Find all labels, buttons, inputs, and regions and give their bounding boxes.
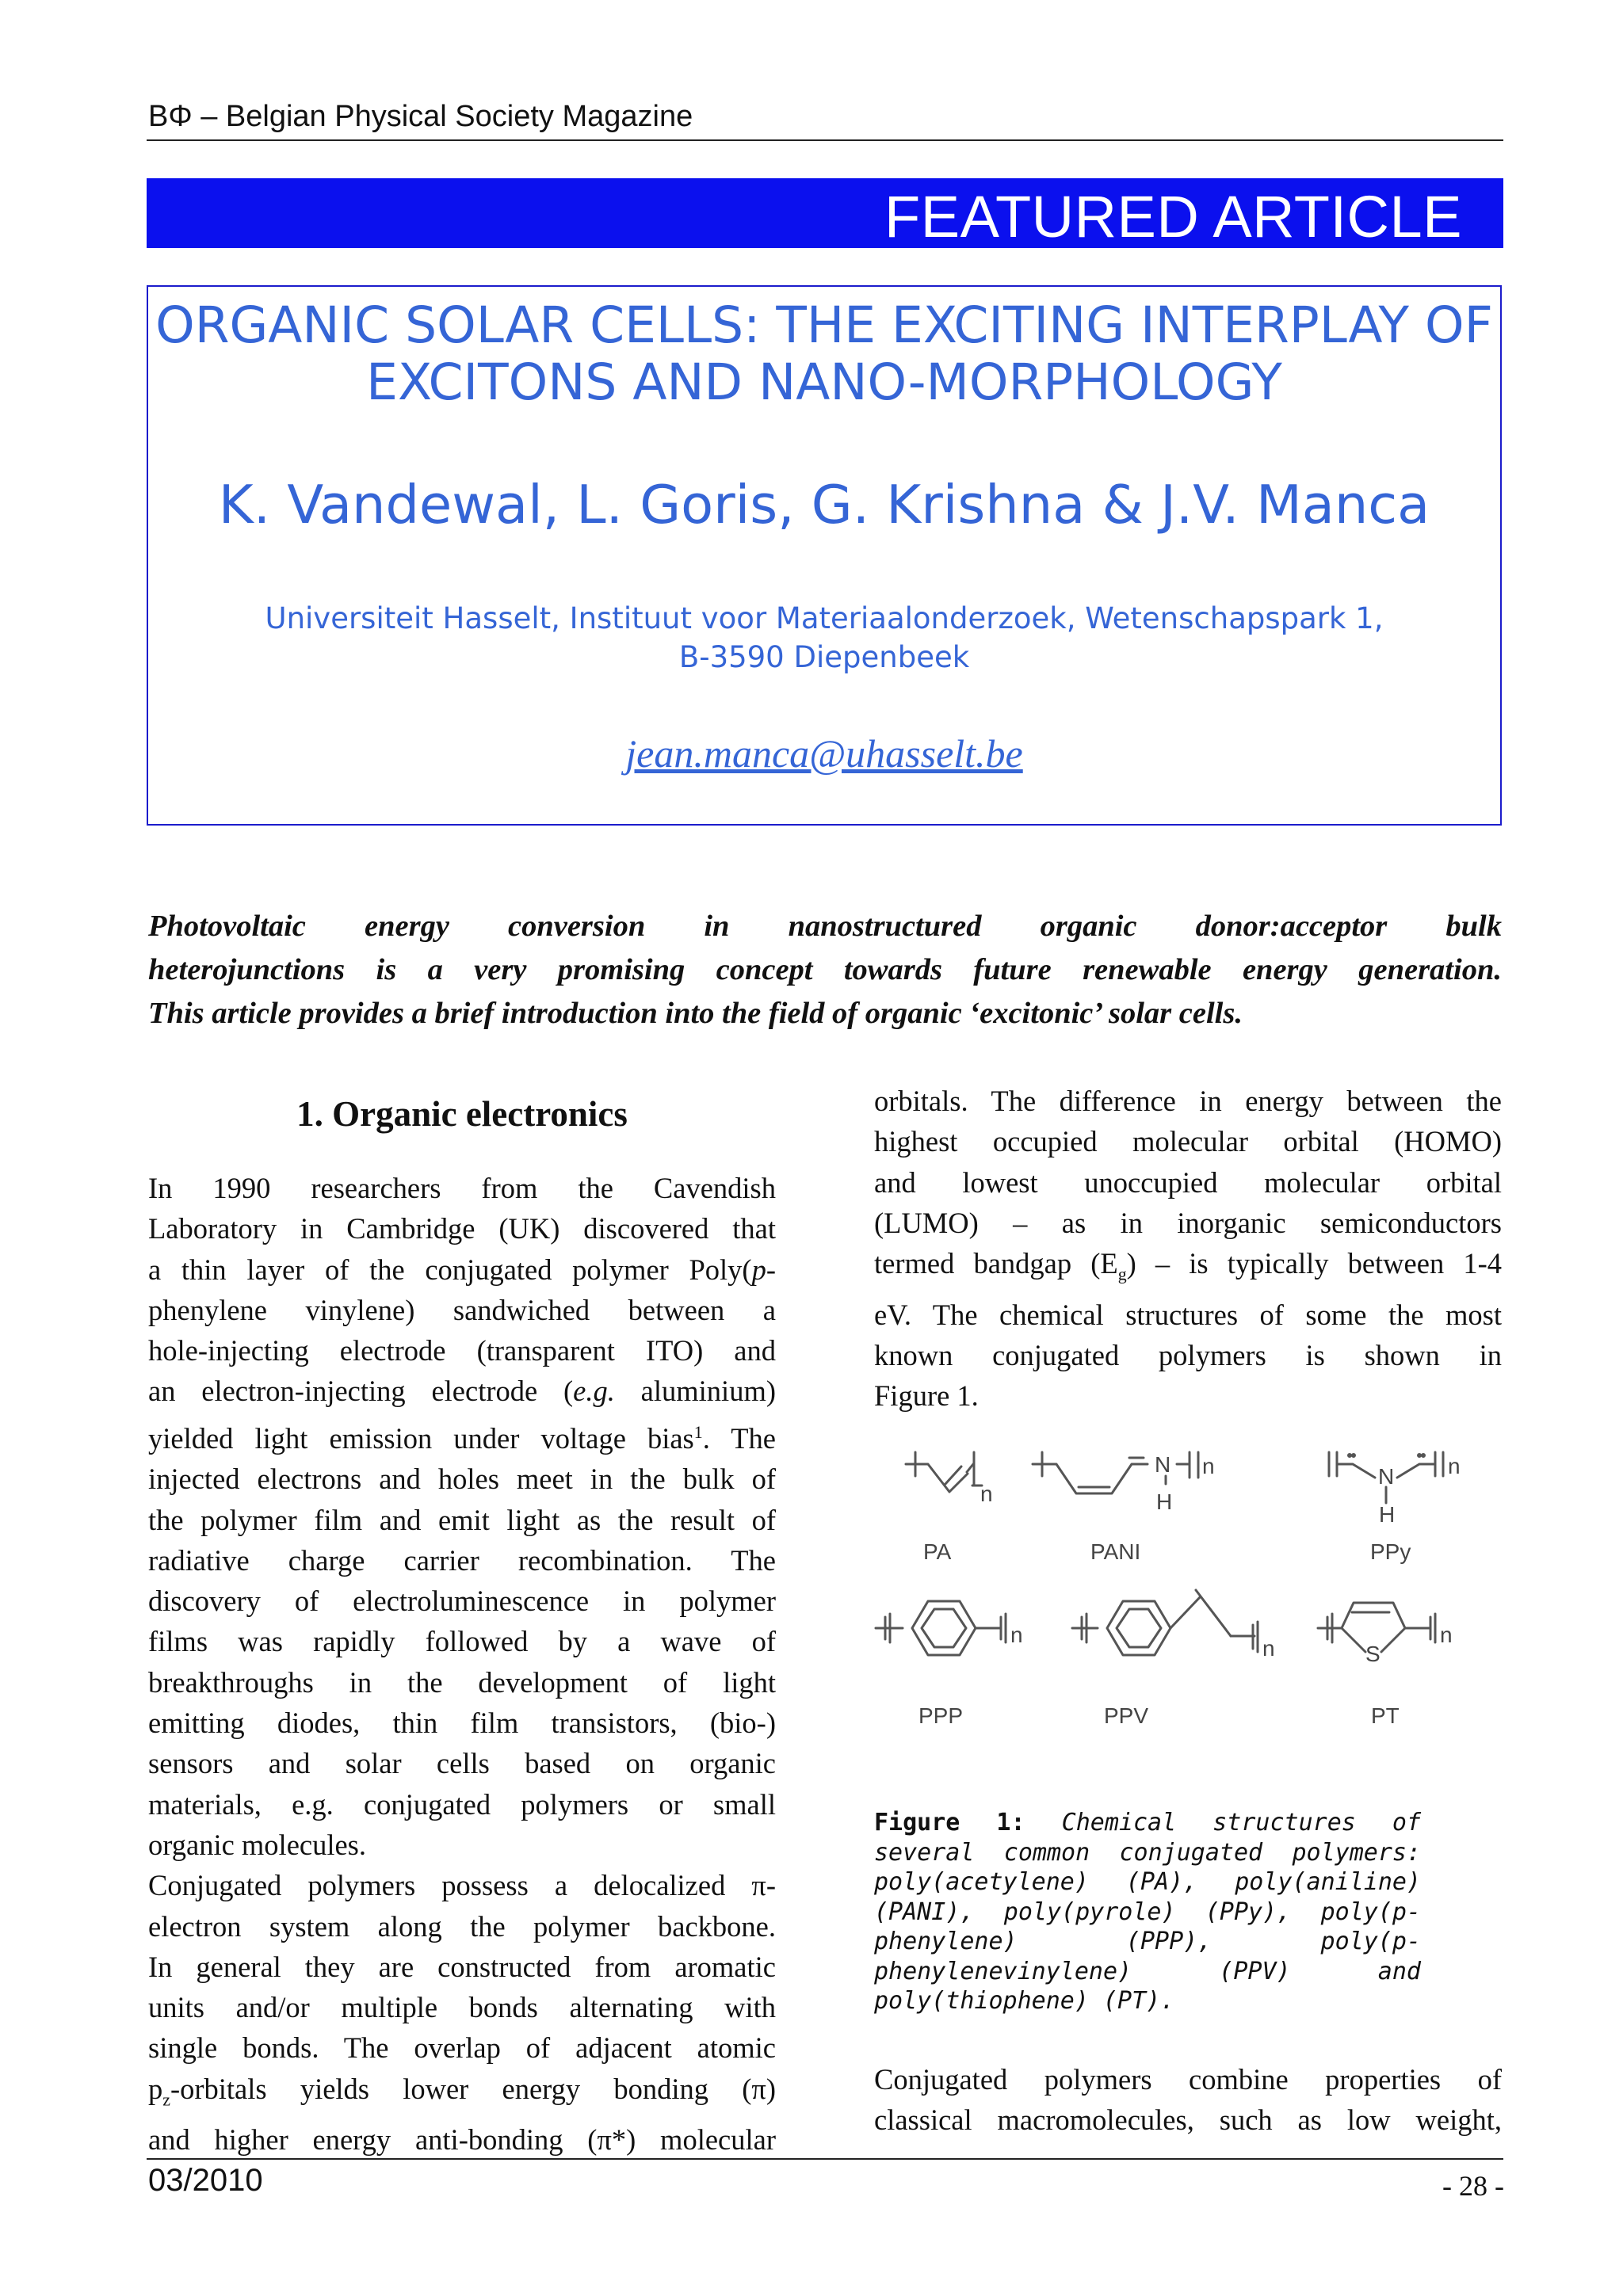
body-line: injected electrons and holes meet in the bulk of bbox=[148, 1463, 776, 1496]
body-line: Conjugated polymers possess a delocalized π- bbox=[148, 1869, 776, 1902]
atom-s: S bbox=[1365, 1642, 1381, 1666]
article-title-line-2: EXCITONS AND NANO-MORPHOLOGY bbox=[366, 353, 1282, 411]
footer-rule bbox=[147, 2158, 1503, 2160]
ppv-structure bbox=[1072, 1590, 1258, 1655]
caption-label: Figure 1: bbox=[874, 1809, 1025, 1836]
body-line: an electron-injecting electrode (e.g. aluminium) bbox=[148, 1375, 776, 1408]
body-line: In 1990 researchers from the Cavendish bbox=[148, 1172, 776, 1204]
body-line: units and/or multiple bonds alternating with bbox=[148, 1991, 776, 2024]
caption-line: several common conjugated polymers: bbox=[874, 1838, 1421, 1867]
body-line: $p_z$-orbitals yields lower energy bonding (π) bbox=[148, 2072, 776, 2109]
body-line: and lowest unoccupied molecular orbital bbox=[874, 1165, 1502, 1199]
magazine-header: BΦ – Belgian Physical Society Magazine bbox=[148, 100, 693, 133]
subscript-n: n bbox=[1010, 1623, 1023, 1647]
body-line: emitting diodes, thin film transistors, (bio-) bbox=[148, 1707, 776, 1740]
atom-h: H bbox=[1379, 1502, 1396, 1527]
figure-1-chemical-structures bbox=[874, 1430, 1503, 1747]
caption-line: phenylene) (PPP), poly(p- bbox=[874, 1928, 1421, 1955]
caption-line: (PANI), poly(pyrole) (PPy), poly(p- bbox=[874, 1897, 1421, 1926]
atom-n: N bbox=[1378, 1464, 1395, 1489]
abstract bbox=[148, 905, 1502, 1035]
abstract-line: heterojunctions is a very promising concept towards future renewable energy generation. bbox=[148, 953, 1502, 986]
body-line: known conjugated polymers is shown in bbox=[874, 1339, 1502, 1372]
label-ppv: PPV bbox=[1104, 1703, 1149, 1728]
caption-line: phenylenevinylene) (PPV) and bbox=[874, 1957, 1421, 1985]
abstract-line: Photovoltaic energy conversion in nanostructured organic donor:acceptor bulk bbox=[148, 910, 1502, 943]
body-line: yielded light emission under voltage bias$^1$. The bbox=[148, 1421, 776, 1455]
caption-line: poly(acetylene) (PA), poly(aniline) bbox=[874, 1868, 1421, 1896]
pa-structure bbox=[906, 1452, 982, 1492]
atom-h: H bbox=[1156, 1489, 1173, 1514]
body-line: sensors and solar cells based on organic bbox=[148, 1747, 776, 1780]
page-number: - 28 - bbox=[1442, 2170, 1504, 2202]
body-line: a thin layer of the conjugated polymer Poly(p- bbox=[148, 1253, 776, 1286]
body-line: and higher energy anti-bonding (π*) molecular bbox=[148, 2123, 776, 2157]
left-column bbox=[148, 1092, 776, 2161]
ppp-structure bbox=[876, 1601, 1006, 1655]
body-line: termed bandgap $(E_g)$ – is typically between 1-4 bbox=[874, 1247, 1502, 1284]
featured-article-banner bbox=[147, 178, 1503, 248]
body-line: Laboratory in Cambridge (UK) discovered that bbox=[148, 1212, 776, 1245]
subscript-n: n bbox=[1448, 1454, 1461, 1478]
atom-n: N bbox=[1155, 1452, 1171, 1477]
body-line: In general they are constructed from aromatic bbox=[148, 1950, 776, 1983]
body-line: materials, e.g. conjugated polymers or small bbox=[148, 1787, 776, 1821]
banner-label: FEATURED ARTICLE bbox=[884, 184, 1462, 250]
pani-structure bbox=[1033, 1452, 1198, 1493]
section-heading: 1. Organic electronics bbox=[296, 1094, 628, 1134]
right-column bbox=[874, 1081, 1502, 1417]
subscript-n: n bbox=[1262, 1636, 1275, 1661]
body-line: single bonds. The overlap of adjacent atomic bbox=[148, 2031, 776, 2065]
body-line: phenylene vinylene) sandwiched between a bbox=[148, 1293, 776, 1326]
article-title-line-1: ORGANIC SOLAR CELLS: THE EXCITING INTERPLAY OF bbox=[155, 296, 1493, 354]
subscript-n: n bbox=[1202, 1454, 1215, 1478]
figure-1-caption bbox=[874, 1808, 1421, 2016]
body-line: the polymer film and emit light as the result of bbox=[148, 1503, 776, 1536]
label-pani: PANI bbox=[1090, 1539, 1141, 1564]
body-line: classical macromolecules, such as low weight, bbox=[874, 2103, 1502, 2137]
authors: K. Vandewal, L. Goris, G. Krishna & J.V. Manca bbox=[218, 474, 1430, 536]
body-line: (LUMO) – as in inorganic semiconductors bbox=[874, 1206, 1502, 1239]
body-line: Conjugated polymers combine properties of bbox=[874, 2063, 1502, 2096]
body-line: breakthroughs in the development of light bbox=[148, 1665, 776, 1699]
label-pt: PT bbox=[1371, 1703, 1400, 1728]
issue-date: 03/2010 bbox=[148, 2163, 263, 2198]
body-line: Figure 1. bbox=[874, 1379, 979, 1413]
label-pa: PA bbox=[923, 1539, 952, 1564]
affiliation-line-1: Universiteit Hasselt, Instituut voor Materiaalonderzoek, Wetenschapspark 1, bbox=[265, 601, 1384, 635]
caption-line: poly(thiophene) (PT). bbox=[874, 1987, 1175, 2015]
subscript-n: n bbox=[980, 1482, 993, 1506]
body-line: highest occupied molecular orbital (HOMO) bbox=[874, 1125, 1502, 1158]
right-column-continued bbox=[874, 2059, 1502, 2141]
header-rule bbox=[147, 139, 1503, 141]
caption-line: Figure 1: Chemical structures of bbox=[874, 1809, 1422, 1836]
email-link[interactable]: jean.manca@uhasselt.be bbox=[625, 731, 1023, 776]
label-ppp: PPP bbox=[918, 1703, 964, 1728]
body-line: eV. The chemical structures of some the most bbox=[874, 1298, 1502, 1331]
subscript-n: n bbox=[1440, 1623, 1453, 1647]
body-line: hole-injecting electrode (transparent ITO) and bbox=[148, 1334, 776, 1367]
body-line: orbitals. The difference in energy between the bbox=[874, 1085, 1502, 1117]
abstract-line: This article provides a brief introduction into the field of organic ‘excitonic’ solar cells. bbox=[148, 997, 1243, 1030]
label-ppy: PPy bbox=[1370, 1539, 1411, 1564]
body-line: radiative charge carrier recombination. The bbox=[148, 1543, 776, 1577]
email-link-wrapper bbox=[148, 730, 1500, 776]
title-box bbox=[147, 285, 1502, 826]
body-line: discovery of electroluminescence in polymer bbox=[148, 1585, 776, 1618]
body-line: films was rapidly followed by a wave of bbox=[148, 1625, 776, 1658]
body-line: organic molecules. bbox=[148, 1828, 367, 1861]
affiliation-line-2: B-3590 Diepenbeek bbox=[678, 640, 970, 674]
body-line: electron system along the polymer backbone. bbox=[148, 1909, 776, 1943]
